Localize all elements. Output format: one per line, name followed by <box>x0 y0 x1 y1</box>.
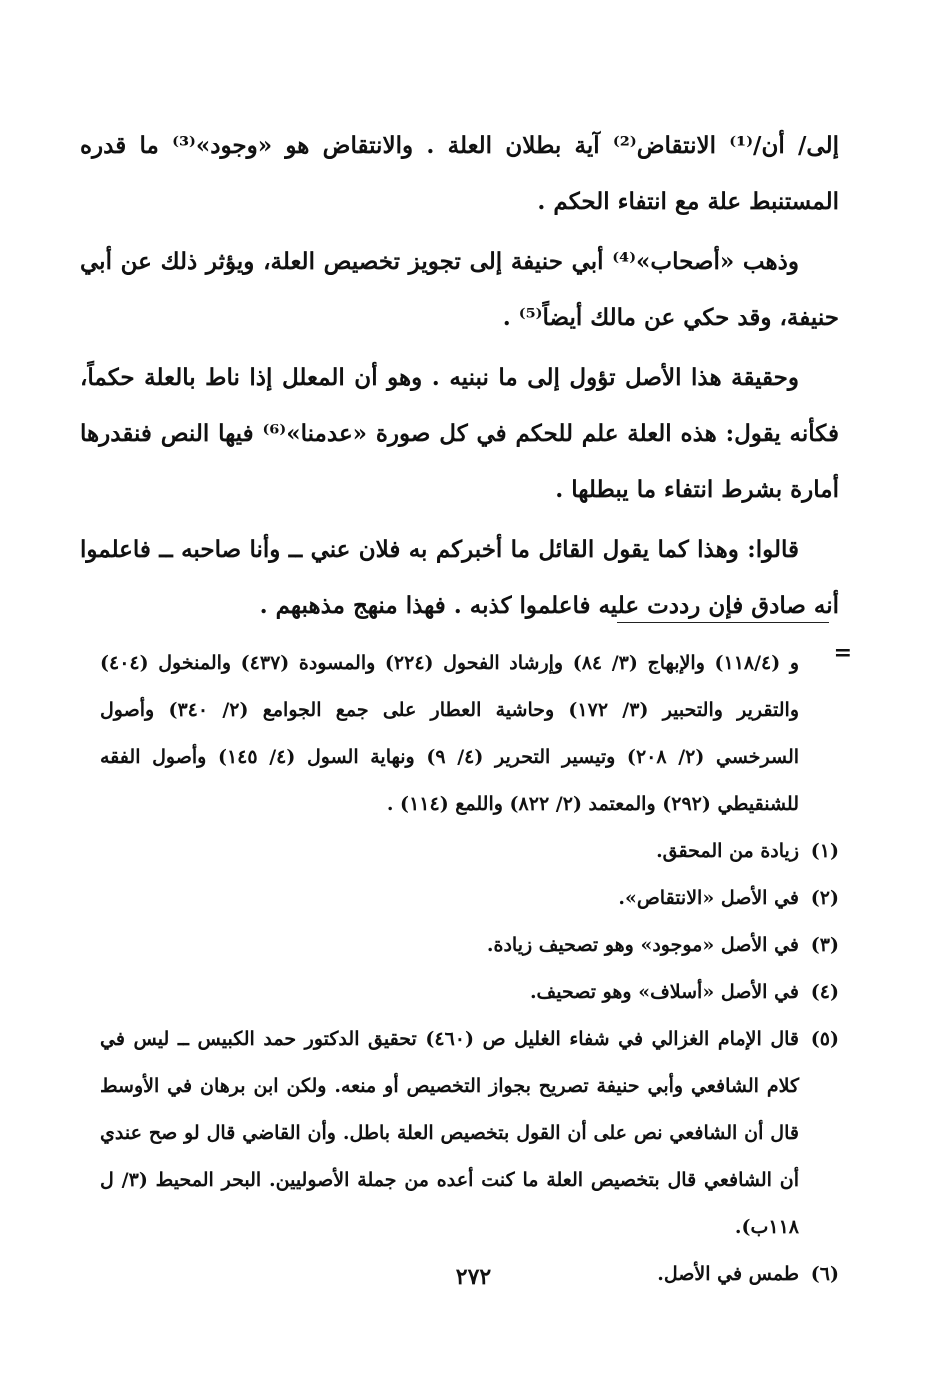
footnote-number: (٣) <box>810 934 839 956</box>
footnote-number: (٢) <box>810 887 839 909</box>
footnote-continuation: و (١١٨/٤) والإبهاج (٣/ ٨٤) وإرشاد الفحول (٢٢٤) والمسودة (٤٣٧) والمنخول (٤٠٤) والتقرير والتحبير (٣/ ١٧٢) وحاشية العطار على جمع الجوامع (٢/ ٣٤٠) وأصول السرخسي (٢/ ٢٠٨) وتيسير التحرير (٤/ ٩) ونهاية السول (٤/ ١٤٥) وأصول الفقه للشنقيطي (٢٩٢) والمعتمد (٢/ ٨٢٢) واللمع (١١٤) . <box>100 652 800 815</box>
footnotes <box>100 640 839 1298</box>
main-text <box>80 118 839 638</box>
footnote-number: (١) <box>810 840 839 862</box>
footnote-2 <box>100 875 839 922</box>
footnote-text: قال الإمام الغزالي في شفاء الغليل ص (٤٦٠) تحقيق الدكتور حمد الكبيس ــ ليس في كلام الشافعي وأبي حنيفة تصريح بجواز التخصيص أو منعه. ولكن ابن برهان في الأوسط قال أن الشافعي نص على أن القول بتخصيص العلة باطل. وأن القاضي قال لو صح عندي أن الشافعي قال بتخصيص العلة ما كنت أعده من جملة الأصوليين. البحر المحيط (٣/ ل ١١٨ب). <box>100 1028 800 1238</box>
footnote-1 <box>100 828 839 875</box>
paragraph-3: وحقيقة هذا الأصل تؤول إلى ما نبنيه . وهو أن المعلل إذا ناط بالعلة حكماً، فكأنه يقول: هذه العلة علم للحكم في كل صورة «عدمنا»⁽⁶⁾ فيها النص فنقدرها أمارة بشرط انتفاء ما يبطلها . <box>80 364 839 503</box>
paragraph-4: قالوا: وهذا كما يقول القائل ما أخبركم به فلان عني ــ وأنا صاحبه ــ فاعلموا أنه صادق فإن رددت عليه فاعلموا كذبه . فهذا منهج مذهبهم . <box>80 536 839 619</box>
footnote-5 <box>100 1016 839 1251</box>
footnote-text: زيادة من المحقق. <box>656 840 799 862</box>
footnote-separator <box>617 622 829 623</box>
footnote-3 <box>100 922 839 969</box>
footnote-number: (٤) <box>810 981 839 1003</box>
footnote-text: في الأصل «أسلاف» وهو تصحيف. <box>529 981 799 1003</box>
footnote-text: في الأصل «الانتقاص». <box>618 887 799 909</box>
footnote-4 <box>100 969 839 1016</box>
footnote-text: في الأصل «موجود» وهو تصحيف زيادة. <box>486 934 799 956</box>
footnote-number: (٥) <box>810 1028 839 1050</box>
footnote-number: (٦) <box>810 1263 839 1285</box>
paragraph-2: وذهب «أصحاب»⁽⁴⁾ أبي حنيفة إلى تجويز تخصيص العلة، ويؤثر ذلك عن أبي حنيفة، وقد حكي عن مالك أيضاً⁽⁵⁾ . <box>80 248 839 331</box>
footnote-continuation-mark: = <box>833 640 852 666</box>
footnote-text: طمس في الأصل. <box>657 1263 799 1285</box>
paragraph-1: إلى/ أن/⁽¹⁾ الانتقاض⁽²⁾ آية بطلان العلة . والانتقاض هو «وجود»⁽³⁾ ما قدره المستنبط علة مع انتفاء الحكم . <box>80 132 839 215</box>
page-number: ٢٧٢ <box>455 1264 492 1290</box>
